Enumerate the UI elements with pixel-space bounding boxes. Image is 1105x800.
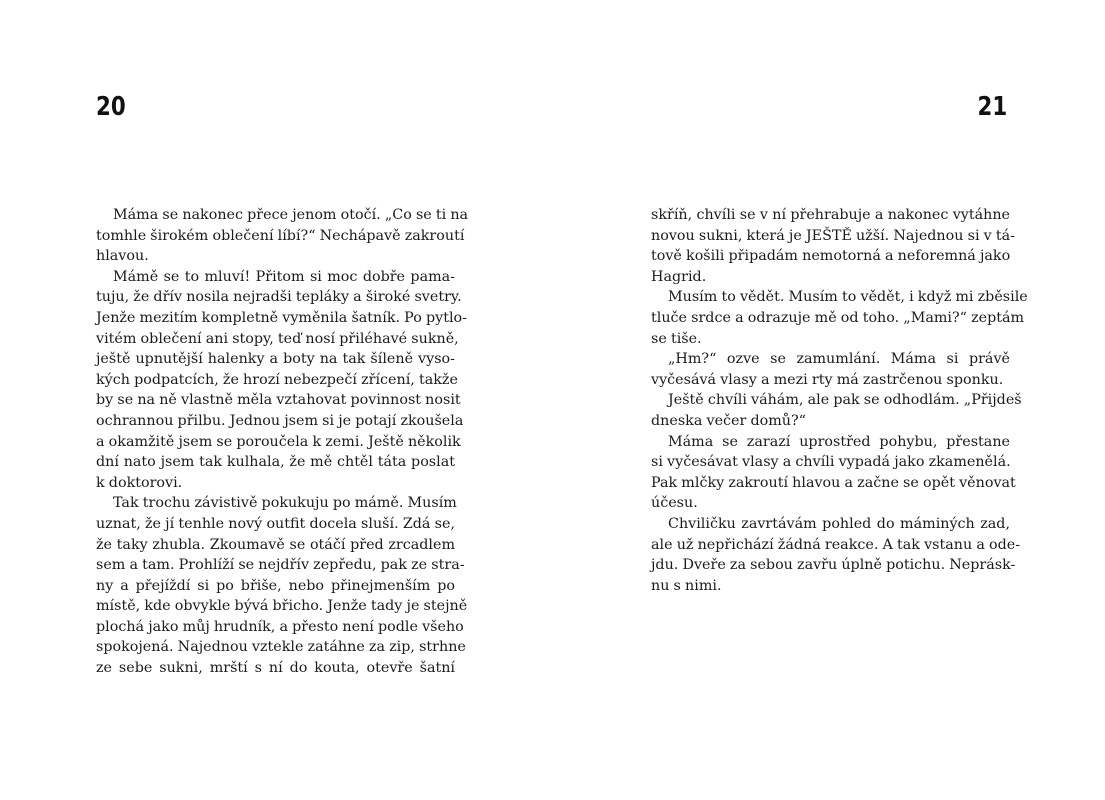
text-line: že taky zhubla. Zkoumavě se otáčí před zrcadlem: [96, 536, 455, 553]
text-line: místě, kde obvykle bývá břicho. Jenže tady je stejně: [96, 598, 468, 615]
text-line: k doktorovi.: [96, 474, 183, 491]
text-line: Máma se zarazí uprostřed pohybu, přestane: [668, 433, 1010, 450]
left-page: [0, 0, 552, 800]
text-line: Chviličku zavrtávám pohled do máminých zad,: [668, 515, 1010, 532]
text-line: tluče srdce a odrazuje mě od toho. „Mami?“ zeptám: [651, 309, 1025, 326]
text-line: nu s nimi.: [651, 577, 722, 594]
text-line: dneska večer domů?“: [651, 412, 806, 429]
text-line: plochá jako můj hrudník, a přesto není podle všeho: [96, 618, 464, 635]
right-page: [552, 0, 1105, 800]
text-line: by se na ně vlastně měla vztahovat povinnost nosit: [96, 392, 461, 409]
text-line: Jenže mezitím kompletně vyměnila šatník. Po pytlo-: [96, 309, 467, 326]
text-line: ještě upnutější halenky a boty na tak šíleně vyso-: [96, 351, 455, 368]
text-line: „Hm?“ ozve se zamumlání. Máma si právě: [668, 351, 1010, 368]
text-line: účesu.: [651, 495, 698, 512]
text-line: uznat, že jí tenhle nový outfit docela sluší. Zdá se,: [96, 515, 455, 532]
text-line: ny a přejíždí si po břiše, nebo přinejmenším po: [96, 577, 455, 594]
right-page-text: [651, 205, 1028, 596]
text-line: Máma se nakonec přece jenom otočí. „Co se ti na: [113, 207, 469, 223]
text-line: tomhle širokém oblečení líbí?“ Nechápavě zakroutí: [96, 227, 465, 244]
text-line: kých podpatcích, že hrozí nebezpečí zřícení, takže: [96, 371, 458, 388]
text-line: Ještě chvíli váhám, ale pak se odhodlám. „Přijdeš: [668, 392, 1022, 409]
text-line: Pak mlčky zakroutí hlavou a začne se opět věnovat: [651, 474, 1016, 491]
text-line: Tak trochu závistivě pokukuju po mámě. Musím: [113, 495, 457, 512]
text-line: vyčesává vlasy a mezi rty má zastrčenou sponku.: [651, 371, 1004, 388]
text-line: tuju, že dřív nosila nejradši tepláky a široké svetry.: [96, 289, 462, 306]
text-line: novou sukni, která je JEŠTĚ užší. Najednou si v tá-: [651, 227, 1015, 244]
text-line: Mámě se to mluví! Přitom si moc dobře pama-: [113, 268, 455, 285]
text-line: ochrannou přilbu. Jednou jsem si je potají zkoušela: [96, 412, 464, 429]
text-line: spokojená. Najednou vztekle zatáhne za zip, strhne: [96, 639, 466, 656]
text-line: tově košili připadám nemotorná a neforemná jako: [651, 248, 1011, 265]
text-line: ale už nepřichází žádná reakce. A tak vstanu a ode-: [651, 536, 1021, 553]
text-line: vitém oblečení ani stopy, teď nosí přiléhavé sukně,: [96, 330, 459, 347]
text-line: Hagrid.: [651, 268, 707, 285]
text-line: ze sebe sukni, mrští s ní do kouta, otevře šatní: [96, 660, 455, 677]
left-page-text: [96, 205, 469, 679]
text-line: a okamžitě jsem se poroučela k zemi. Ještě několik: [96, 433, 461, 450]
text-line: se tiše.: [651, 330, 702, 347]
text-line: Musím to vědět. Musím to vědět, i když mi zběsile: [668, 289, 1028, 306]
page-number-left: 20: [96, 92, 126, 122]
text-line: dní nato jsem tak kulhala, že mě chtěl táta poslat: [96, 454, 455, 471]
text-line: hlavou.: [96, 248, 149, 265]
page-number-right: 21: [977, 92, 1007, 122]
text-line: skříň, chvíli se v ní přehrabuje a nakonec vytáhne: [651, 207, 1010, 223]
text-line: si vyčesávat vlasy a chvíli vypadá jako zkamenělá.: [651, 454, 1011, 471]
text-line: jdu. Dveře za sebou zavřu úplně potichu. Neprásk-: [651, 557, 1016, 574]
text-line: sem a tam. Prohlíží se nejdřív zepředu, pak ze stra-: [96, 557, 465, 574]
